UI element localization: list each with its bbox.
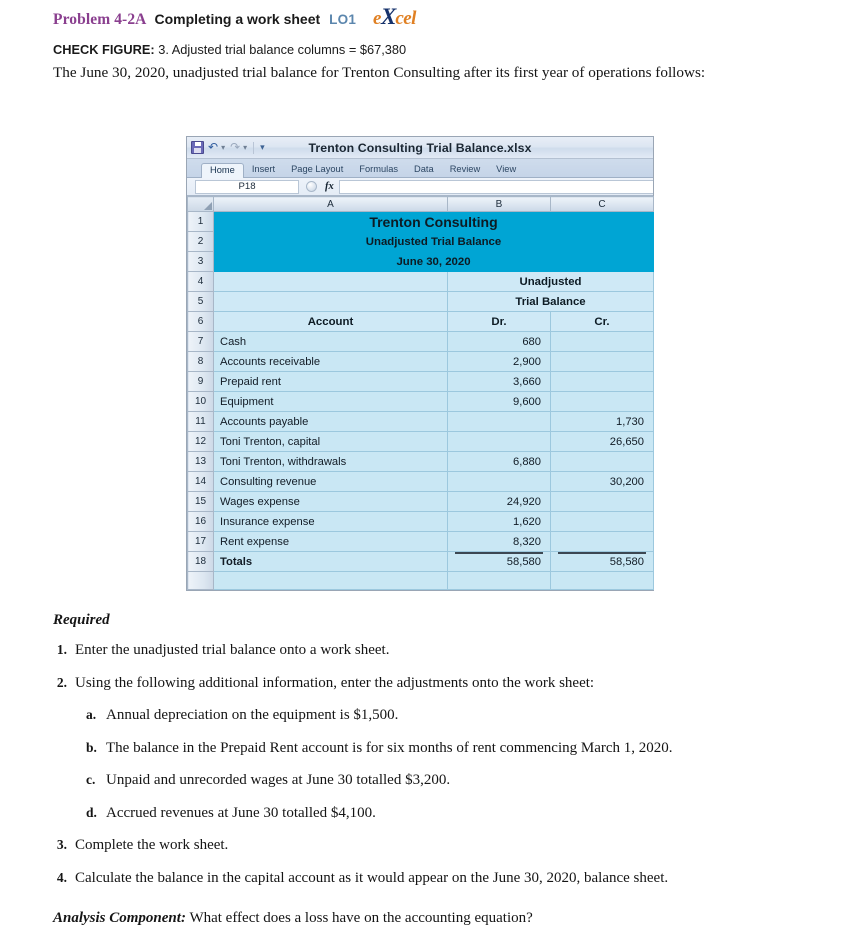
list-text: Enter the unadjusted trial balance onto a work sheet. [75, 642, 390, 658]
select-all-corner[interactable] [188, 197, 214, 212]
list-marker: 1. [56, 642, 67, 657]
customize-toolbar-icon[interactable]: ▾ [260, 142, 265, 153]
row-header-5[interactable]: 5 [188, 292, 214, 312]
list-text: Calculate the balance in the capital account as it would appear on the June 30, 2020, balance sheet. [75, 869, 669, 886]
debit-amount: 9,600 [448, 392, 551, 412]
section-header-trial-balance: Trial Balance [448, 292, 654, 312]
check-figure-line [53, 42, 813, 57]
page-title: Completing a work sheet [154, 11, 321, 27]
list-marker: d. [86, 804, 97, 820]
credit-amount [551, 492, 654, 512]
excel-logo-e: e [373, 8, 381, 29]
row-header-2[interactable]: 2 [188, 232, 214, 252]
row-header[interactable]: 15 [188, 492, 214, 512]
credit-amount [551, 532, 654, 552]
quick-access-toolbar[interactable] [187, 141, 265, 154]
row-header-4[interactable]: 4 [188, 272, 214, 292]
formula-bar[interactable] [187, 178, 653, 196]
row-header-3[interactable]: 3 [188, 252, 214, 272]
table-row [188, 492, 654, 512]
debit-amount: 3,660 [448, 372, 551, 392]
row-header[interactable]: 12 [188, 432, 214, 452]
list-text: Annual depreciation on the equipment is $1,500. [106, 707, 399, 723]
account-name: Accounts receivable [214, 352, 448, 372]
table-row [188, 512, 654, 532]
account-name: Toni Trenton, capital [214, 432, 448, 452]
cancel-enter-icon[interactable] [306, 181, 317, 192]
check-figure-value: 3. Adjusted trial balance columns = $67,380 [158, 42, 407, 57]
sheet-row-1 [188, 212, 654, 232]
row-header[interactable]: 11 [188, 412, 214, 432]
tab-home[interactable]: Home [201, 163, 244, 178]
table-row [188, 332, 654, 352]
problem-title-line [53, 4, 813, 30]
account-name: Insurance expense [214, 512, 448, 532]
row-header[interactable]: 9 [188, 372, 214, 392]
table-row [188, 472, 654, 492]
cell-blank-b [448, 572, 551, 590]
sheet-row-4 [188, 272, 654, 292]
account-name: Wages expense [214, 492, 448, 512]
debit-amount: 680 [448, 332, 551, 352]
account-name: Cash [214, 332, 448, 352]
account-name: Prepaid rent [214, 372, 448, 392]
list-item [53, 706, 813, 726]
table-row [188, 432, 654, 452]
excel-logo-x: X [380, 4, 396, 29]
credit-amount [551, 332, 654, 352]
check-figure-label: CHECK FIGURE: [53, 42, 155, 57]
row-header-blank[interactable] [188, 572, 214, 590]
list-marker: c. [86, 772, 96, 787]
row-header[interactable]: 10 [188, 392, 214, 412]
problem-number: Problem 4-2A [53, 11, 147, 28]
formula-bar-controls[interactable] [306, 181, 334, 192]
list-text: Unpaid and unrecorded wages at June 30 totalled $3,200. [106, 772, 451, 788]
credit-amount: 1,730 [551, 412, 654, 432]
trial-balance-table [187, 196, 654, 590]
totals-row [188, 552, 654, 572]
credit-amount: 30,200 [551, 472, 654, 492]
totals-credit: 58,580 [551, 552, 654, 572]
sheet-row-6 [188, 312, 654, 332]
account-name: Consulting revenue [214, 472, 448, 492]
formula-input[interactable] [339, 180, 653, 194]
ribbon-tabs[interactable] [187, 159, 653, 178]
table-row [188, 392, 654, 412]
list-item [53, 869, 813, 889]
tab-page-layout[interactable]: Page Layout [291, 163, 344, 174]
excel-titlebar [187, 137, 653, 159]
account-name: Accounts payable [214, 412, 448, 432]
list-text: Using the following additional information, enter the adjustments onto the work sheet: [75, 674, 595, 691]
col-header-cr: Cr. [551, 312, 654, 332]
table-row [188, 412, 654, 432]
debit-amount: 1,620 [448, 512, 551, 532]
row-header[interactable]: 14 [188, 472, 214, 492]
list-item [53, 836, 813, 856]
redo-dropdown-icon[interactable]: ▾ [243, 143, 248, 152]
list-text: Complete the work sheet. [75, 837, 229, 853]
redo-icon[interactable]: ↷ [230, 140, 241, 154]
totals-debit: 58,580 [448, 552, 551, 572]
workbook-title: Trenton Consulting Trial Balance.xlsx [308, 140, 532, 155]
credit-amount: 26,650 [551, 432, 654, 452]
table-row [188, 372, 654, 392]
table-row [188, 352, 654, 372]
credit-amount [551, 352, 654, 372]
column-header-a[interactable]: A [214, 197, 448, 212]
sheet-row-3 [188, 252, 654, 272]
row-header[interactable]: 18 [188, 552, 214, 572]
row-header[interactable]: 17 [188, 532, 214, 552]
row-header[interactable]: 16 [188, 512, 214, 532]
insert-function-icon[interactable]: fx [325, 181, 334, 192]
account-name: Equipment [214, 392, 448, 412]
list-marker: 3. [56, 837, 67, 852]
list-item [53, 771, 813, 791]
learning-objective-tag: LO1 [329, 12, 357, 27]
credit-amount [551, 452, 654, 472]
credit-amount [551, 512, 654, 532]
debit-amount [448, 412, 551, 432]
column-header-c[interactable]: C [551, 197, 654, 212]
list-marker: a. [86, 707, 97, 722]
list-item [53, 739, 813, 759]
row-header-6[interactable]: 6 [188, 312, 214, 332]
row-header[interactable]: 8 [188, 352, 214, 372]
list-item [53, 674, 813, 694]
totals-label: Totals [214, 552, 448, 572]
sheet-row-5 [188, 292, 654, 312]
save-icon[interactable] [191, 141, 204, 154]
toolbar-divider [253, 142, 254, 154]
analysis-text: What effect does a loss have on the accounting equation? [189, 910, 533, 926]
column-header-b[interactable]: B [448, 197, 551, 212]
row-header[interactable]: 7 [188, 332, 214, 352]
required-heading: Required [53, 612, 110, 628]
debit-amount: 24,920 [448, 492, 551, 512]
col-header-dr: Dr. [448, 312, 551, 332]
list-item [53, 804, 813, 824]
sheet-title-date: June 30, 2020 [214, 252, 654, 272]
list-marker: b. [86, 739, 97, 755]
sheet-title-company: Trenton Consulting [214, 212, 654, 232]
credit-amount [551, 372, 654, 392]
column-header-row[interactable] [188, 197, 654, 212]
table-row [188, 532, 654, 552]
excel-logo [373, 4, 416, 30]
cell-a5 [214, 292, 448, 312]
cell-blank-a [214, 572, 448, 590]
list-marker: 4. [56, 869, 67, 885]
intro-paragraph: The June 30, 2020, unadjusted trial balance for Trenton Consulting after its first year of operations follows: [53, 64, 706, 81]
tab-formulas[interactable]: Formulas [359, 163, 399, 174]
analysis-label: Analysis Component: [53, 910, 186, 926]
table-row [188, 452, 654, 472]
tab-review[interactable]: Review [449, 163, 481, 174]
excel-logo-cel: cel [395, 8, 416, 29]
undo-dropdown-icon[interactable]: ▾ [221, 143, 226, 152]
sheet-row-blank [188, 572, 654, 590]
row-header[interactable]: 13 [188, 452, 214, 472]
list-text: Accrued revenues at June 30 totalled $4,100. [106, 804, 376, 821]
account-name: Rent expense [214, 532, 448, 552]
tab-view[interactable]: View [496, 163, 517, 174]
list-marker: 2. [56, 674, 67, 690]
cell-blank-c [551, 572, 654, 590]
problem-header [53, 4, 813, 57]
sheet-title-statement: Unadjusted Trial Balance [214, 232, 654, 252]
credit-amount [551, 392, 654, 412]
debit-amount: 6,880 [448, 452, 551, 472]
excel-window [186, 136, 654, 591]
spreadsheet-grid [187, 196, 653, 590]
col-header-account: Account [214, 312, 448, 332]
account-name: Toni Trenton, withdrawals [214, 452, 448, 472]
name-box[interactable]: P18 [195, 180, 299, 194]
debit-amount: 2,900 [448, 352, 551, 372]
debit-amount: 8,320 [448, 532, 551, 552]
undo-icon[interactable]: ↶ [208, 140, 219, 154]
section-header-unadjusted: Unadjusted [448, 272, 654, 292]
cell-a4 [214, 272, 448, 292]
tab-insert[interactable]: Insert [251, 163, 276, 174]
row-header-1[interactable]: 1 [188, 212, 214, 232]
debit-amount [448, 432, 551, 452]
debit-amount [448, 472, 551, 492]
list-item [53, 641, 813, 661]
list-text: The balance in the Prepaid Rent account is for six months of rent commencing March 1, 2020. [106, 739, 673, 756]
sheet-row-2 [188, 232, 654, 252]
required-section [53, 612, 813, 927]
tab-data[interactable]: Data [414, 163, 434, 174]
analysis-component [53, 910, 813, 927]
